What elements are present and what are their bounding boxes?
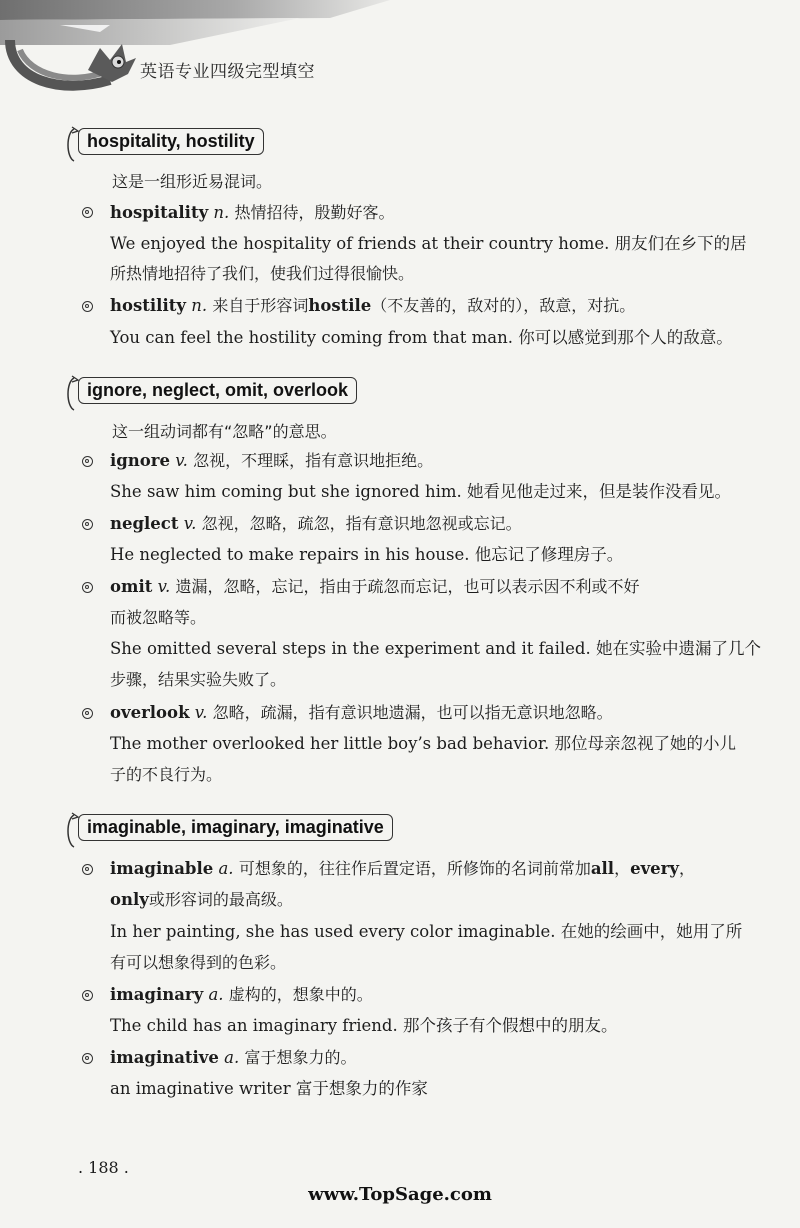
entry-def-bold: only (110, 890, 149, 909)
bullet-icon (82, 864, 93, 875)
entry-term: imaginable (110, 859, 214, 878)
section-intro: 这是一组形近易混词。 (112, 172, 273, 191)
example-line: The mother overlooked her little boy’s bad behavior. 那位母亲忽视了她的小儿 (110, 734, 736, 753)
entry-term: neglect (110, 514, 179, 533)
example-line: She omitted several steps in the experiment and it failed. 她在实验中遗漏了几个 (110, 639, 761, 658)
section-heading-2 (78, 375, 357, 405)
section-heading-text: hospitality, hostility (78, 128, 264, 155)
entry-definition (110, 453, 433, 470)
entry-pos: v. (157, 577, 171, 596)
entry-def: 忽略，疏漏，指有意识地遗漏，也可以指无意识地忽略。 (212, 703, 613, 722)
header-banner-graphic (0, 0, 800, 110)
bullet-icon (82, 519, 93, 530)
entry-pos: a. (208, 985, 224, 1004)
entry-pos: v. (183, 514, 197, 533)
example-line: She saw him coming but she ignored him. 她看见他走过来，但是装作没看见。 (110, 482, 732, 501)
entry-term: imaginary (110, 985, 204, 1004)
entry-pos: v. (175, 451, 188, 470)
example-line: an imaginative writer 富于想象力的作家 (110, 1079, 428, 1098)
entry-definition (110, 861, 695, 878)
section-heading-1 (78, 126, 264, 156)
footer-url: www.TopSage.com (308, 1184, 492, 1205)
entry-def: 虚构的，想象中的。 (228, 985, 373, 1004)
entry-def: 或形容词的最高级。 (148, 890, 293, 909)
section-heading-text: ignore, neglect, omit, overlook (78, 377, 357, 404)
entry-def-bold: every (630, 859, 679, 878)
bullet-icon (82, 207, 93, 218)
entry-pos: a. (218, 859, 234, 878)
entry-def-bold: all (590, 859, 615, 878)
entry-term: imaginative (110, 1048, 219, 1067)
entry-definition (110, 298, 635, 315)
entry-def-continued: 而被忽略等。 (110, 608, 207, 627)
page-number: . 188 . (78, 1158, 129, 1177)
entry-pos: a. (224, 1048, 240, 1067)
entry-def: 来自于形容词 (212, 296, 309, 315)
entry-term: hospitality (110, 203, 209, 222)
entry-pos: n. (191, 296, 208, 315)
entry-definition (110, 987, 373, 1004)
heading-hook-icon (64, 809, 86, 853)
bullet-icon (82, 990, 93, 1001)
entry-definition (110, 516, 522, 533)
page-header (0, 0, 800, 110)
entry-def: ， (678, 859, 695, 878)
entry-def: 富于想象力的。 (244, 1048, 357, 1067)
bullet-icon (82, 582, 93, 593)
entry-pos: v. (194, 703, 208, 722)
book-title: 英语专业四级完型填空 (140, 62, 315, 82)
example-line: 步骤，结果实验失败了。 (110, 670, 287, 689)
entry-pos: n. (213, 203, 230, 222)
entry-term: omit (110, 577, 153, 596)
example-line: You can feel the hostility coming from that man. 你可以感觉到那个人的敌意。 (110, 328, 733, 347)
entry-def-continued (110, 892, 293, 909)
entry-definition (110, 1050, 357, 1067)
entry-def: （不友善的，敌对的），敌意，对抗。 (371, 296, 636, 315)
entry-def: 遗漏，忽略，忘记，指由于疏忽而忘记，也可以表示因不利或不好 (175, 577, 640, 596)
bullet-icon (82, 456, 93, 467)
bullet-icon (82, 1053, 93, 1064)
section-intro: 这一组动词都有“忽略”的意思。 (112, 422, 337, 441)
bullet-icon (82, 301, 93, 312)
entry-term: overlook (110, 703, 190, 722)
example-line: We enjoyed the hospitality of friends at their country home. 朋友们在乡下的居 (110, 234, 747, 253)
entry-def: 可想象的，往往作后置定语，所修饰的名词前常加 (238, 859, 591, 878)
section-heading-3 (78, 812, 393, 842)
entry-term: hostility (110, 296, 186, 315)
bullet-icon (82, 708, 93, 719)
entry-def: 热情招待，殷勤好客。 (234, 203, 395, 222)
heading-hook-icon (64, 123, 86, 167)
entry-def-bold: hostile (308, 296, 372, 315)
example-line: 所热情地招待了我们，使我们过得很愉快。 (110, 264, 415, 283)
entry-definition (110, 705, 613, 722)
section-heading-text: imaginable, imaginary, imaginative (78, 814, 393, 841)
entry-def: 忽视，忽略，疏忽，指有意识地忽视或忘记。 (201, 514, 522, 533)
entry-def: ， (614, 859, 631, 878)
example-line: In her painting, she has used every color imaginable. 在她的绘画中，她用了所 (110, 922, 743, 941)
heading-hook-icon (64, 372, 86, 416)
example-line: He neglected to make repairs in his house. 他忘记了修理房子。 (110, 545, 624, 564)
example-line: The child has an imaginary friend. 那个孩子有个假想中的朋友。 (110, 1016, 618, 1035)
entry-term: ignore (110, 451, 170, 470)
example-line: 子的不良行为。 (110, 765, 223, 784)
example-line: 有可以想象得到的色彩。 (110, 953, 287, 972)
entry-definition (110, 205, 395, 222)
entry-definition (110, 579, 639, 596)
entry-def: 忽视，不理睬，指有意识地拒绝。 (193, 451, 434, 470)
